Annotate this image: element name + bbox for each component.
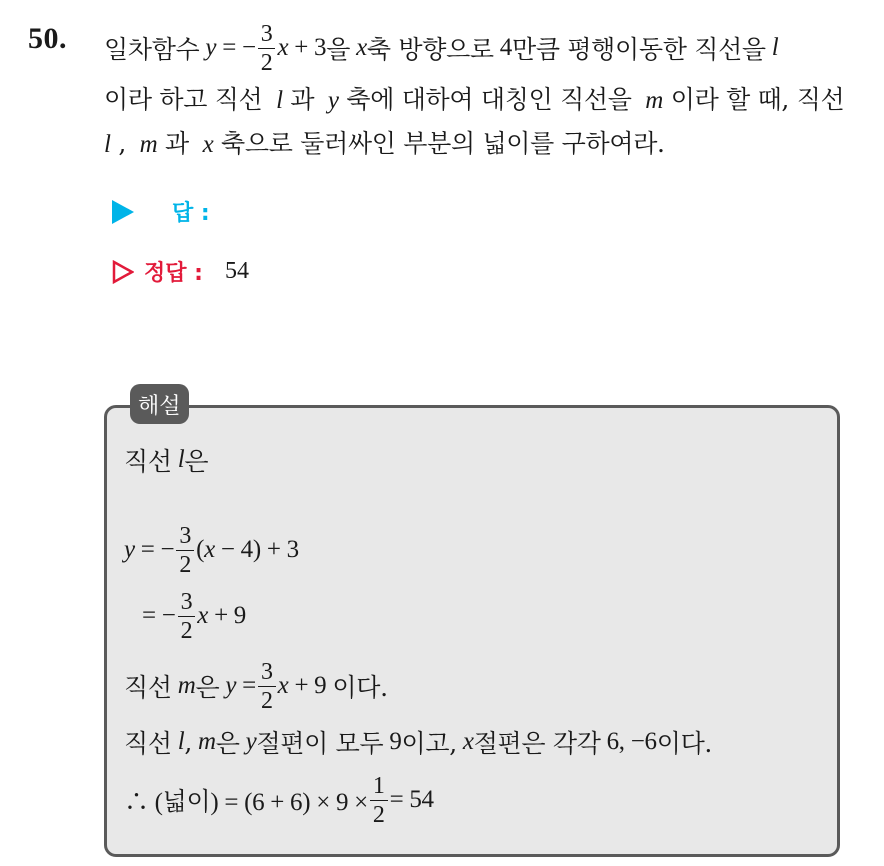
fraction-denominator: 2 (260, 49, 273, 76)
equals-minus: = − (140, 536, 175, 563)
x-intercepts: 6, −6 (606, 728, 657, 755)
var-y: y (225, 672, 237, 699)
expression: − 4) + 3 (220, 536, 299, 563)
fraction-numerator: 3 (258, 660, 276, 687)
solution-tag: 해설 (130, 384, 189, 424)
text: 직선 (124, 729, 172, 758)
var-l: l (177, 728, 185, 755)
var-m: m (139, 131, 158, 158)
solution-line-5 (124, 712, 712, 772)
var-x: x (202, 131, 214, 158)
fraction-3-over-2 (258, 660, 276, 713)
var-x: x (462, 728, 474, 755)
var-x: x (197, 602, 209, 629)
open-paren: ( (196, 536, 205, 563)
text: , (118, 129, 126, 158)
var-y: y (124, 536, 135, 563)
fraction-3-over-2 (258, 22, 276, 75)
text: 절편이 모두 (256, 729, 384, 758)
solution-line-1 (124, 430, 208, 490)
text: 은 (184, 447, 209, 476)
text: 은 (195, 673, 220, 702)
var-x: x (277, 672, 289, 699)
fraction-1-over-2 (370, 774, 388, 827)
text: 이라 할 때, 직선 (670, 85, 845, 114)
fraction-denominator: 2 (260, 687, 273, 714)
area-result: = 54 (389, 786, 434, 813)
text: 축에 대하여 대칭인 직선을 (346, 85, 632, 114)
play-triangle-filled-icon (112, 200, 134, 224)
var-y: y (205, 34, 217, 61)
equals-minus: = − (222, 34, 256, 61)
text: 과 (290, 85, 315, 114)
solution-line-2 (124, 520, 299, 580)
plus-nine: + 9 (294, 672, 327, 699)
fraction-numerator: 3 (176, 524, 194, 551)
plus-three: + 3 (294, 34, 327, 61)
solution-line-3 (142, 586, 246, 646)
text: , (184, 727, 193, 757)
solution-line-6 (124, 770, 434, 830)
problem-statement-line-3 (104, 124, 665, 160)
correct-answer-row (112, 256, 249, 287)
var-l: l (104, 131, 111, 158)
answer-input-row[interactable] (112, 196, 210, 227)
plus-nine: + 9 (214, 602, 247, 629)
play-triangle-outline-icon (112, 260, 134, 284)
equals: = (242, 672, 256, 699)
answer-label: 답 : (172, 201, 210, 226)
var-l: l (276, 87, 283, 114)
correct-answer-value: 54 (224, 258, 249, 284)
var-l: l (771, 34, 779, 61)
text: 이다. (656, 729, 713, 758)
var-x: x (277, 34, 289, 61)
var-m: m (198, 728, 216, 755)
text: 절편은 각각 (473, 729, 601, 758)
fraction-3-over-2 (178, 590, 196, 643)
fraction-denominator: 2 (180, 617, 193, 644)
area-expression: ∴ (넓이) = (6 + 6) × 9 × (124, 789, 368, 816)
text: 과 (165, 129, 189, 158)
number-nine: 9 (389, 728, 402, 755)
fraction-denominator: 2 (372, 801, 385, 828)
text: 축 방향으로 (366, 35, 494, 64)
fraction-numerator: 3 (178, 590, 196, 617)
correct-answer-label: 정답 : (144, 261, 203, 286)
text: 만큼 평행이동한 직선을 (511, 35, 766, 64)
var-m: m (645, 87, 664, 114)
equals-minus: = − (142, 602, 176, 629)
number-four: 4 (499, 34, 512, 61)
problem-number: 50. (28, 22, 67, 55)
text: 을 (326, 35, 351, 64)
text: 이다. (332, 673, 388, 702)
text: 직선 (124, 673, 172, 702)
text: 직선 (124, 447, 172, 476)
solution-line-4 (124, 656, 388, 716)
fraction-3-over-2 (176, 524, 194, 577)
var-y: y (327, 87, 339, 114)
var-m: m (177, 672, 196, 699)
var-x: x (204, 536, 215, 563)
fraction-numerator: 1 (370, 774, 388, 801)
text: 축으로 둘러싸인 부분의 넓이를 구하여라. (221, 129, 665, 158)
fraction-numerator: 3 (258, 22, 276, 49)
var-y: y (245, 728, 257, 755)
var-x: x (356, 34, 367, 61)
problem-statement-line-1 (104, 18, 778, 78)
text: 은 (215, 729, 240, 758)
text: 일차함수 (104, 35, 200, 64)
var-l: l (177, 446, 185, 473)
problem-statement-line-2 (104, 80, 844, 116)
text: 이고, (401, 729, 457, 758)
text: 이라 하고 직선 (104, 85, 263, 114)
fraction-denominator: 2 (179, 551, 192, 578)
